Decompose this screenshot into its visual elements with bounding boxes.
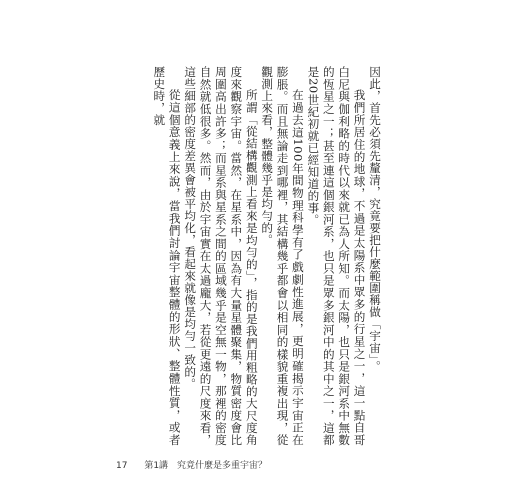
vertical-body-text (92, 66, 382, 446)
paragraph-1: 因此，首先必須先釐清，究竟要把什麼範圍稱做「宇宙」。 (368, 66, 382, 373)
paragraph-3: 在過去這100年間物理科學有了戲劇性進展，更明確揭示宇宙正在膨脹。而且無論走到哪裡，其結構幾乎都會以相同的樣貌重複出現，從觀測上來看，整體幾乎是均勻的。 (260, 66, 305, 446)
page-footer (116, 458, 267, 471)
paragraph-4: 所謂「從結構觀測上看來是均勻的」，指的是我們用粗略的大尺度角度來觀察宇宙。當然，在星系中，因為有大量星體聚集，物質密度會比周圍高出許多；而星系與星系之間的區域幾乎是空無一物，那裡的密度自然就低很多。然而，由於宇宙實在太過龐大，若從更遠的尺度來看，這些細部的密度差異會被平均化，看起來就像是均勻一致的。 (183, 66, 259, 446)
chapter-title: 究竟什麼是多重宇宙？ (176, 461, 267, 471)
paragraph-5: 從這個意義上來說，當我們討論宇宙整體的形狀、整體性質，或者歷史時，就 (152, 66, 182, 446)
page-number: 17 (116, 461, 128, 471)
paragraph-2: 我們所居住的地球，不過是太陽系中眾多的行星之一，這一點自哥白尼與伽利略的時代以來就已為人所知。而太陽，也只是銀河系中無數的恆星之一；甚至連這個銀河系，也只是眾多銀河中的其中之一，這都是20世紀初就已經知道的事。 (306, 66, 367, 446)
chapter-label: 第1講 (144, 461, 169, 471)
